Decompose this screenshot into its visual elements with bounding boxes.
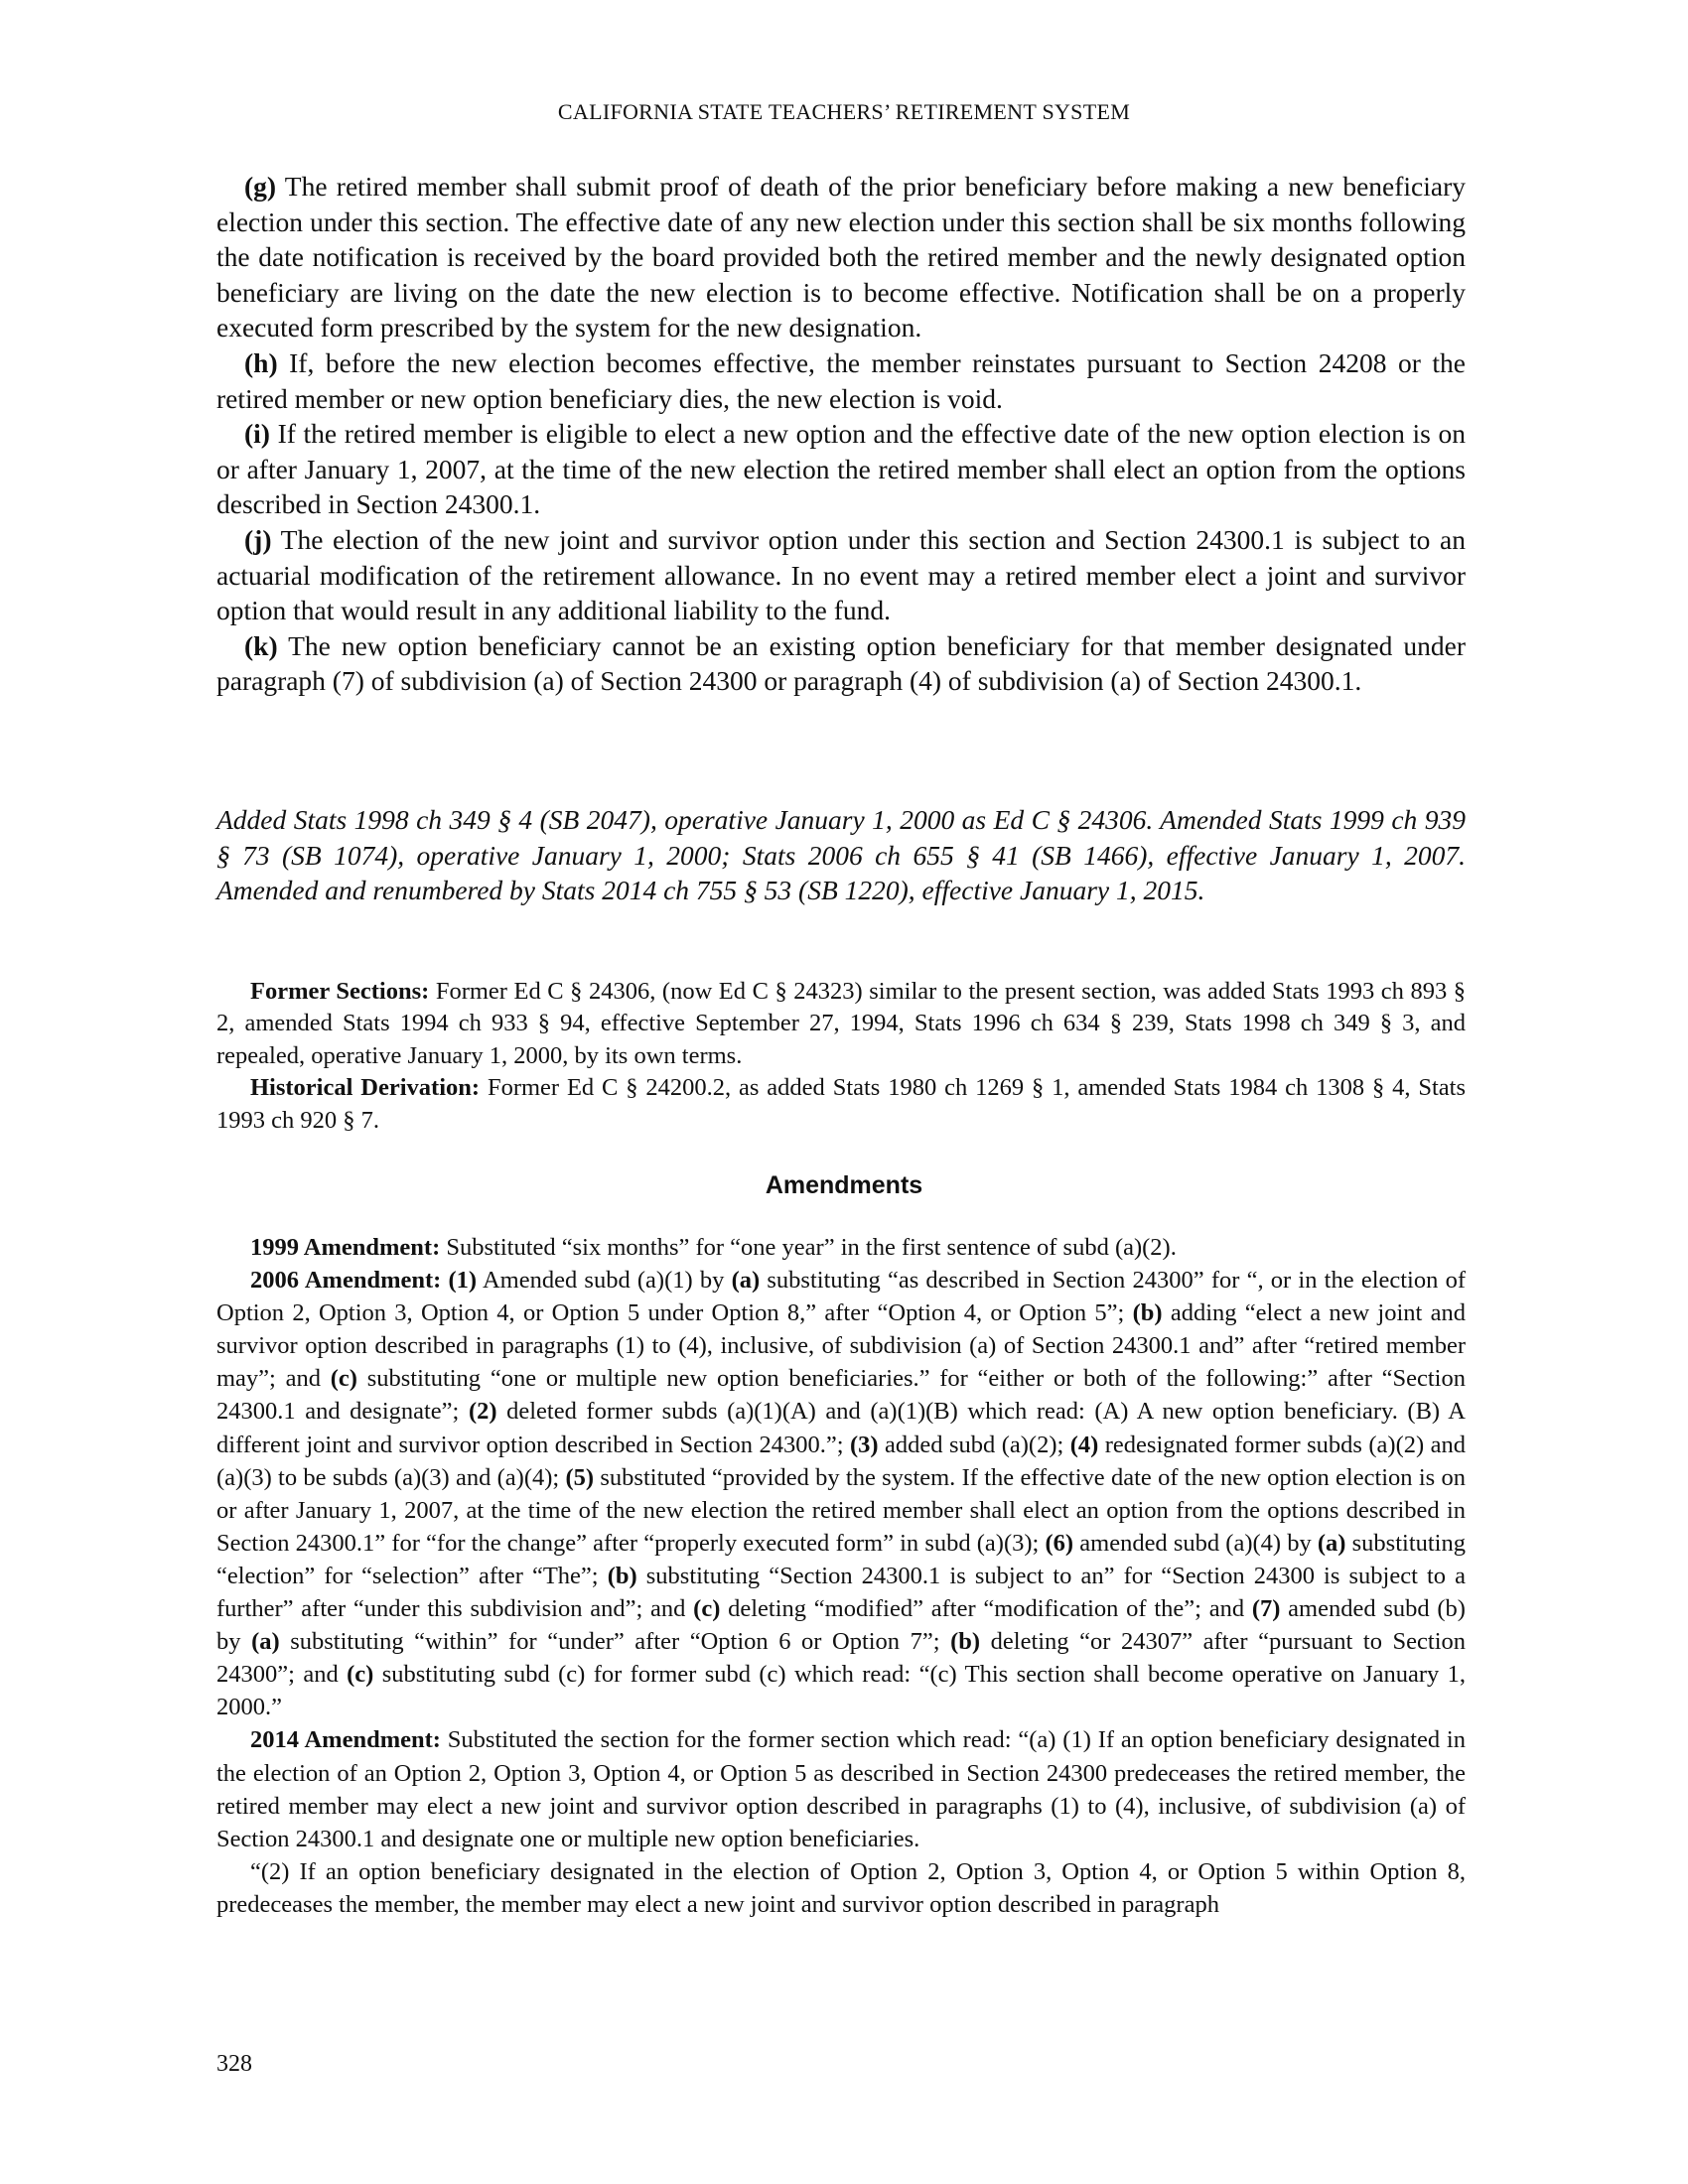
amendment-1999 <box>216 1231 1466 1264</box>
clause-marker: (b) <box>1132 1299 1163 1327</box>
clause-marker: (a) <box>1317 1529 1346 1557</box>
clause-marker: (1) <box>441 1267 478 1295</box>
subdivision-label: (i) <box>244 418 270 450</box>
clause-marker: (a) <box>731 1267 761 1295</box>
clause-text: substituted “provided by the system. If the effective date of the new option election is on or after January 1, 2007, at the time of the new election the retired member shall elect an option from the options described in Section 24300.1” for “for the change” after “properly executed form” in subd (a)(3); <box>216 1463 1466 1557</box>
clause-text: deleted former subds (a)(1)(A) and (a)(1)(B) which read: (A) A new option beneficiary. (B) A different joint and survivor option described in Section 24300.”; <box>216 1398 1466 1458</box>
clause-text: substituting “election” for “selection” after “The”; <box>216 1529 1466 1589</box>
clause-marker: (2) <box>468 1398 497 1426</box>
amendment-text: Substituted the section for the former section which read: “(a) (1) If an option beneficiary designated in the election of an Option 2, Option 3, Option 4, or Option 5 as described in Section 24300 predeceases the retired member, the retired member may elect a new joint and survivor option described in paragraphs (1) to (4), inclusive, of subdivision (a) of Section 24300.1 and designate one or multiple new option beneficiaries. <box>216 1726 1466 1852</box>
subdivision-label: (g) <box>244 171 277 202</box>
former-sections-note <box>216 976 1466 1072</box>
subdivision-j <box>216 522 1466 628</box>
note-label: Former Sections: <box>250 978 430 1005</box>
clause-marker: (c) <box>693 1595 721 1623</box>
clause-marker: (c) <box>347 1661 374 1689</box>
subdivision-g <box>216 169 1466 345</box>
subdivision-text: If the retired member is eligible to elect a new option and the effective date of the new option election is on or after January 1, 2007, at the time of the new election the retired member shall elect an option from the options described in Section 24300.1. <box>216 418 1466 520</box>
subdivision-label: (j) <box>244 523 272 555</box>
subdivision-h <box>216 345 1466 416</box>
amendment-label: 1999 Amendment: <box>250 1234 441 1261</box>
page-number: 328 <box>216 2051 252 2077</box>
clause-text: substituting “Section 24300.1 is subject to an” for “Section 24300 is subject to a further” after “under this subdivision and”; and <box>216 1562 1466 1623</box>
clause-marker: (6) <box>1045 1529 1074 1557</box>
clause-text: substituting “as described in Section 24300” for “, or in the election of Option 2, Option 3, Option 4, or Option 5 under Option 8,” after “Option 4, or Option 5”; <box>216 1267 1466 1327</box>
clause-marker: (7) <box>1251 1595 1281 1623</box>
note-text: Former Ed C § 24306, (now Ed C § 24323) similar to the present section, was added Stats 1993 ch 893 § 2, amended Stats 1994 ch 933 § 94, effective September 27, 1994, Stats 1996 ch 634 § 239, Stats 1998 ch 349 § 3, and repealed, operative January 1, 2000, by its own terms. <box>216 978 1466 1069</box>
note-label: Historical Derivation: <box>250 1074 481 1102</box>
history-note: Added Stats 1998 ch 349 § 4 (SB 2047), operative January 1, 2000 as Ed C § 24306. Amended Stats 1999 ch 939 § 73 (SB 1074), operative January 1, 2000; Stats 2006 ch 655 § 41 (SB 1466), effective January 1, 2007. Amended and renumbered by Stats 2014 ch 755 § 53 (SB 1220), effective January 1, 2015. <box>216 804 1466 906</box>
amendment-label: 2006 Amendment: <box>250 1267 442 1295</box>
clause-text: substituting “one or multiple new option beneficiaries.” for “either or both of the following:” after “Section 24300.1 and designate”; <box>216 1365 1466 1426</box>
amendment-2006 <box>216 1264 1466 1723</box>
subdivision-text: The new option beneficiary cannot be an existing option beneficiary for that member designated under paragraph (7) of subdivision (a) of Section 24300 or paragraph (4) of subdivision (a) of Section 24300.1. <box>216 629 1466 697</box>
subdivision-text: If, before the new election becomes effective, the member reinstates pursuant to Section 24208 or the retired member or new option beneficiary dies, the new election is void. <box>216 346 1466 414</box>
subdivision-i <box>216 416 1466 522</box>
clause-text: substituting subd (c) for former subd (c) which read: “(c) This section shall become operative on January 1, 2000.” <box>216 1661 1466 1721</box>
clause-text: deleting “or 24307” after “pursuant to Section 24300”; and <box>216 1628 1467 1689</box>
clause-text: Amended subd (a)(1) by <box>477 1267 732 1295</box>
subdivision-text: The election of the new joint and survivor option under this section and Section 24300.1 is subject to an actuarial modification of the retirement allowance. In no event may a retired member elect a joint and survivor option that would result in any additional liability to the fund. <box>216 523 1466 626</box>
clause-marker: (5) <box>565 1463 595 1491</box>
clause-text: amended subd (a)(4) by <box>1073 1529 1318 1557</box>
amendments-heading: Amendments <box>765 1171 923 1199</box>
subdivision-label: (k) <box>244 629 278 661</box>
clause-marker: (4) <box>1069 1431 1099 1458</box>
clause-text: substituting “within” for “under” after “Option 6 or Option 7”; <box>279 1628 951 1656</box>
amendments-list <box>216 1231 1466 1921</box>
subdivision-label: (h) <box>244 346 278 378</box>
clause-marker: (c) <box>330 1365 357 1393</box>
clause-marker: (3) <box>850 1431 879 1458</box>
clause-marker: (a) <box>251 1628 280 1656</box>
amendment-text <box>216 1267 1466 1720</box>
clause-text: added subd (a)(2); <box>878 1431 1070 1458</box>
clause-marker: (b) <box>950 1628 981 1656</box>
section-notes <box>216 976 1466 1137</box>
clause-marker: (b) <box>607 1562 637 1589</box>
clause-text: deleting “modified” after “modification of the”; and <box>720 1595 1252 1623</box>
amendment-2014 <box>216 1723 1466 1854</box>
note-text: Former Ed C § 24200.2, as added Stats 1980 ch 1269 § 1, amended Stats 1984 ch 1308 § 4, Stats 1993 ch 920 § 7. <box>216 1074 1467 1134</box>
running-head: CALIFORNIA STATE TEACHERS’ RETIREMENT SYSTEM <box>557 99 1131 124</box>
clause-text: amended subd (b) by <box>216 1595 1466 1656</box>
amendment-label: 2014 Amendment: <box>250 1726 441 1754</box>
historical-derivation-note <box>216 1072 1466 1137</box>
section-subdivisions <box>216 169 1466 699</box>
clause-text: redesignated former subds (a)(2) and (a)(3) to be subds (a)(3) and (a)(4); <box>216 1431 1466 1491</box>
subdivision-k <box>216 628 1466 699</box>
clause-text: adding “elect a new joint and survivor option described in paragraphs (1) to (4), inclusive, of subdivision (a) of Section 24300.1 and” after “retired member may”; and <box>216 1299 1467 1393</box>
subdivision-text: The retired member shall submit proof of death of the prior beneficiary before making a new beneficiary election under this section. The effective date of any new election under this section shall be six months following the date notification is received by the board provided both the retired member and the newly designated option beneficiary are living on the date the new election is to become effective. Notification shall be on a properly executed form prescribed by the system for the new designation. <box>216 171 1466 343</box>
quoted-paragraph: “(2) If an option beneficiary designated in the election of Option 2, Option 3, Option 4, or Option 5 within Option 8, predeceases the member, the member may elect a new joint and survivor option described in paragraph <box>216 1857 1466 1918</box>
amendment-text: Substituted “six months” for “one year” in the first sentence of subd (a)(2). <box>440 1234 1177 1261</box>
